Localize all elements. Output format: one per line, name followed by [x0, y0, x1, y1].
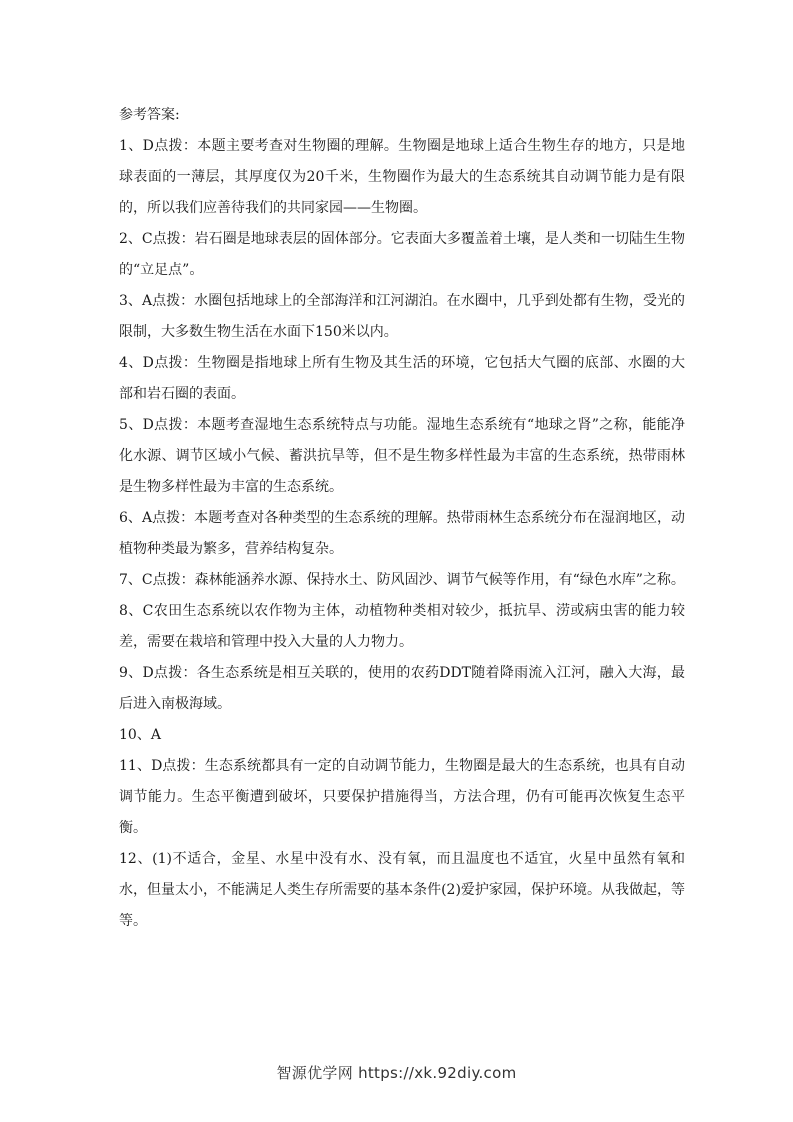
answer-item: 4、D点拨：生物圈是指地球上所有生物及其生活的环境，它包括大气圈的底部、水圈的大部和岩石圈的表面。: [119, 355, 685, 402]
answer-item: 2、C点拨：岩石圈是地球表层的固体部分。它表面大多覆盖着土壤，是人类和一切陆生生物的“立足点”。: [119, 231, 685, 278]
answer-item: 3、A点拨：水圈包括地球上的全部海洋和江河湖泊。在水圈中，几乎到处都有生物，受光的限制，大多数生物生活在水面下150米以内。: [119, 293, 685, 340]
answer-item: 12、(1)不适合，金星、水星中没有水、没有氧，而且温度也不适宜，火星中虽然有氧和水，但量太小，不能满足人类生存所需要的基本条件(2)爱护家园，保护环境。从我做起，等等。: [119, 851, 685, 929]
answer-item: 1、D点拨：本题主要考查对生物圈的理解。生物圈是地球上适合生物生存的地方，只是地球表面的一薄层，其厚度仅为20千米，生物圈作为最大的生态系统其自动调节能力是有限的，所以我们应善待我们的共同家园——生物圈。: [119, 138, 685, 216]
answer-section: [119, 100, 685, 937]
answer-item: 5、D点拨：本题考查湿地生态系统特点与功能。湿地生态系统有“地球之肾”之称，能能净化水源、调节区域小气候、蓄洪抗旱等，但不是生物多样性最为丰富的生态系统，热带雨林是生物多样性最为丰富的生态系统。: [119, 417, 685, 495]
answer-item: 11、D点拨：生态系统都具有一定的自动调节能力，生物圈是最大的生态系统，也具有自动调节能力。生态平衡遭到破坏，只要保护措施得当，方法合理，仍有可能再次恢复生态平衡。: [119, 758, 685, 836]
answer-item: 8、C农田生态系统以农作物为主体，动植物种类相对较少，抵抗旱、涝或病虫害的能力较差，需要在栽培和管理中投入大量的人力物力。: [119, 603, 685, 650]
answer-item: 10、A: [119, 727, 161, 743]
footer-watermark: 智源优学网 https://xk.92diy.com: [276, 1064, 517, 1082]
answer-item: 7、C点拨：森林能涵养水源、保持水土、防风固沙、调节气候等作用，有“绿色水库”之称。: [119, 572, 685, 588]
answer-item: 6、A点拨：本题考查对各种类型的生态系统的理解。热带雨林生态系统分布在湿润地区，动植物种类最为繁多，营养结构复杂。: [119, 510, 685, 557]
answer-heading: 参考答案:: [119, 107, 180, 123]
answer-item: 9、D点拨：各生态系统是相互关联的，使用的农药DDT随着降雨流入江河，融入大海，最后进入南极海域。: [119, 665, 685, 712]
